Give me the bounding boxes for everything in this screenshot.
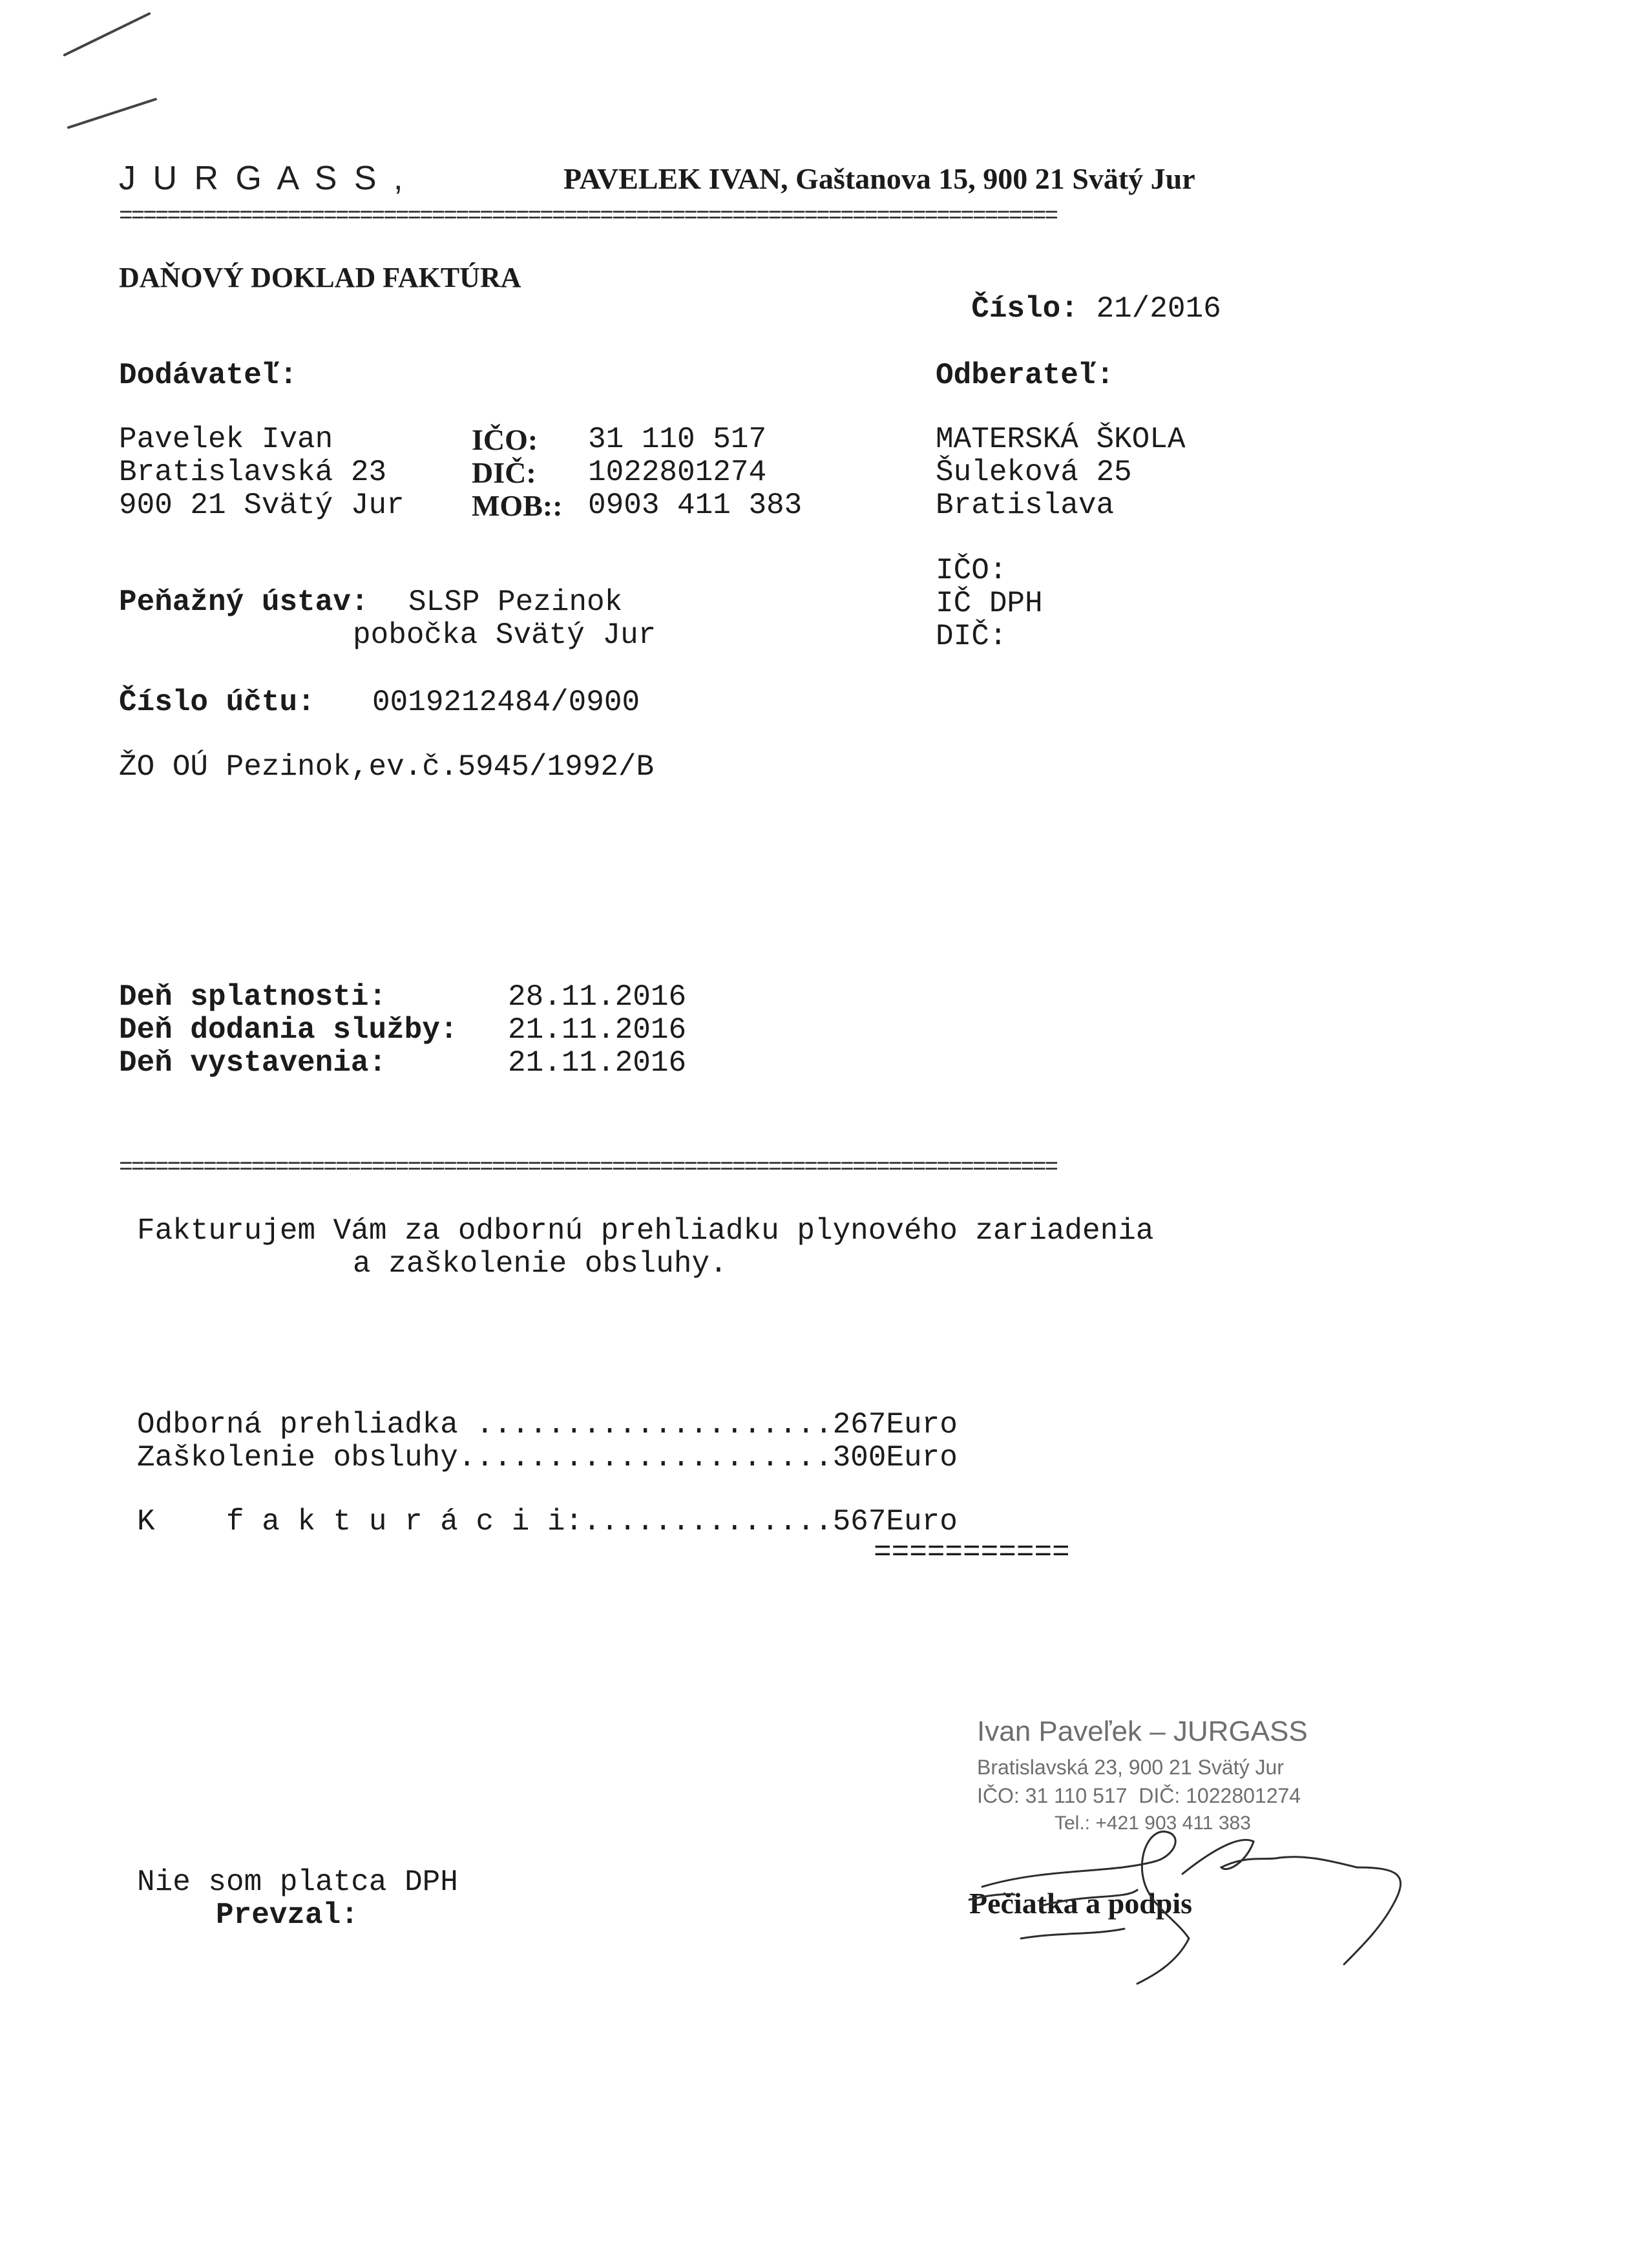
delivery-date-label: Deň dodania služby: (119, 1013, 458, 1047)
stamp-line-4: Tel.: +421 903 411 383 (1055, 1812, 1251, 1834)
pen-mark-2 (67, 98, 157, 129)
supplier-mob-label: MOB:: (472, 489, 563, 522)
supplier-ico-label: IČO: (472, 423, 538, 456)
received-by-label: Prevzal: (216, 1898, 359, 1932)
stamp-line-3: IČO: 31 110 517 DIČ: 1022801274 (977, 1784, 1301, 1807)
stamp-signature-label: Pečiatka a podpis (969, 1887, 1193, 1920)
supplier-city: 900 21 Svätý Jur (119, 488, 404, 522)
document-title: DAŇOVÝ DOKLAD FAKTÚRA (119, 262, 521, 293)
supplier-mob-value: 0903 411 383 (588, 488, 803, 522)
issue-date-value: 21.11.2016 (508, 1046, 687, 1080)
stamp-line-1: Ivan Paveľek – JURGASS (977, 1716, 1308, 1747)
bank-branch: pobočka Svätý Jur (353, 618, 656, 652)
invoice-number-value: 21/2016 (1096, 292, 1221, 326)
supplier-dic-value: 1022801274 (588, 456, 767, 489)
customer-icdph-label: IČ DPH (936, 587, 1043, 620)
account-value: 0019212484/0900 (372, 686, 640, 719)
trade-registry: ŽO OÚ Pezinok,ev.č.5945/1992/B (119, 750, 655, 784)
header-rule: ============================================================================== (119, 203, 1057, 229)
line-item: Odborná prehliadka ....................267Euro (137, 1408, 958, 1442)
customer-ico-label: IČO: (936, 554, 1007, 587)
issue-date-label: Deň vystavenia: (119, 1046, 387, 1080)
description-line-1: Fakturujem Vám za odbornú prehliadku plynového zariadenia (137, 1214, 1154, 1248)
total-underline: =========== (874, 1536, 1070, 1570)
customer-heading: Odberateľ: (936, 359, 1115, 392)
customer-street: Šuleková 25 (936, 456, 1132, 489)
vat-note: Nie som platca DPH (137, 1865, 458, 1899)
description-line-2: a zaškolenie obsluhy. (353, 1247, 728, 1281)
invoice-number-label: Číslo: (971, 292, 1078, 326)
brand-name: J U R G A S S , (119, 160, 407, 197)
account-label: Číslo účtu: (119, 686, 315, 719)
supplier-dic-label: DIČ: (472, 456, 536, 489)
supplier-ico-value: 31 110 517 (588, 423, 767, 456)
line-item: Zaškolenie obsluhy.....................300Euro (137, 1441, 958, 1475)
supplier-street: Bratislavská 23 (119, 456, 387, 489)
supplier-heading: Dodávateľ: (119, 359, 298, 392)
due-date-value: 28.11.2016 (508, 980, 687, 1014)
middle-rule: ============================================================================== (119, 1154, 1057, 1181)
stamp-line-2: Bratislavská 23, 900 21 Svätý Jur (977, 1756, 1284, 1779)
customer-dic-label: DIČ: (936, 620, 1007, 653)
customer-city: Bratislava (936, 488, 1115, 522)
bank-label: Peňažný ústav: (119, 585, 369, 619)
delivery-date-value: 21.11.2016 (508, 1013, 687, 1047)
bank-name: SLSP Pezinok (408, 585, 623, 619)
pen-mark-1 (63, 12, 151, 56)
invoice-total: K f a k t u r á c i i:..............567Euro (137, 1505, 958, 1538)
signature-drawing (943, 1770, 1434, 1990)
supplier-name: Pavelek Ivan (119, 423, 333, 456)
owner-address: PAVELEK IVAN, Gaštanova 15, 900 21 Svätý Jur (563, 162, 1195, 195)
invoice-number (936, 260, 1221, 326)
due-date-label: Deň splatnosti: (119, 980, 387, 1014)
customer-name: MATERSKÁ ŠKOLA (936, 423, 1186, 456)
